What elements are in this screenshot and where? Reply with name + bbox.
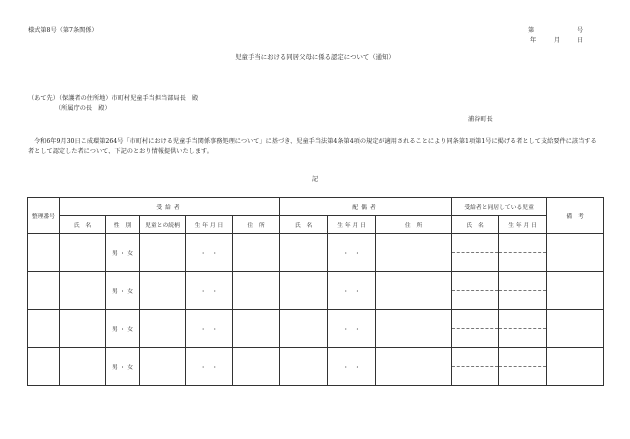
recipient-address-cell — [233, 272, 280, 310]
recipient-group-header: 受給者 — [60, 198, 280, 216]
child-name-cell — [452, 272, 499, 291]
bikou-cell — [547, 348, 604, 386]
child-birth-cell — [499, 329, 547, 348]
bikou-cell — [547, 234, 604, 272]
recipient-birth-header: 生 年 月 日 — [186, 216, 233, 234]
child-name-cell — [452, 310, 499, 329]
recipient-address-header: 住 所 — [233, 216, 280, 234]
recipient-sex-cell: 男 ・ 女 — [106, 234, 140, 272]
info-table — [27, 197, 604, 386]
recipient-relation-cell — [140, 348, 186, 386]
table-row — [28, 348, 604, 367]
child-name-cell — [452, 253, 499, 272]
recipient-address-cell — [233, 234, 280, 272]
spouse-address-cell — [376, 348, 452, 386]
recipient-name-header: 氏 名 — [60, 216, 106, 234]
date-day: 日 — [577, 37, 584, 44]
spouse-address-cell — [376, 234, 452, 272]
bikou-cell — [547, 272, 604, 310]
child-birth-cell — [499, 253, 547, 272]
table-row — [28, 310, 604, 329]
child-birth-cell — [499, 348, 547, 367]
table-row — [28, 234, 604, 253]
date-year: 年 — [530, 37, 537, 44]
child-birth-cell — [499, 367, 547, 386]
addressee-line-2: （所属庁の長 殿） — [55, 105, 111, 112]
recipient-relation-cell — [140, 234, 186, 272]
recipient-address-cell — [233, 310, 280, 348]
bikou-cell — [547, 310, 604, 348]
table-row — [28, 272, 604, 291]
child-name-cell — [452, 367, 499, 386]
seiri-bango-header: 整理番号 — [28, 198, 60, 234]
seiri-bango-cell — [28, 234, 60, 272]
table-header-row-2 — [28, 216, 604, 234]
seiri-bango-cell — [28, 348, 60, 386]
spouse-name-cell — [280, 310, 328, 348]
spouse-address-header: 住 所 — [376, 216, 452, 234]
doc-no-suffix: 号 — [577, 27, 584, 34]
child-birth-cell — [499, 272, 547, 291]
spouse-address-cell — [376, 272, 452, 310]
child-birth-cell — [499, 291, 547, 310]
spouse-group-header: 配偶者 — [280, 198, 452, 216]
recipient-relation-cell — [140, 272, 186, 310]
spouse-name-cell — [280, 272, 328, 310]
recipient-sex-cell: 男 ・ 女 — [106, 348, 140, 386]
recipient-relation-cell — [140, 310, 186, 348]
recipient-name-cell — [60, 310, 106, 348]
children-group-header: 受給者と同居している児童 — [452, 198, 547, 216]
spouse-birth-cell: ・ ・ — [328, 272, 376, 310]
doc-no-prefix: 第 — [528, 27, 535, 34]
sender: 浦谷町長 — [468, 116, 493, 123]
recipient-sex-header: 性 別 — [106, 216, 140, 234]
child-name-cell — [452, 291, 499, 310]
addressee-line-1: （あて先）（保護者の住所地）市町村児童手当担当部局長 殿 — [28, 95, 199, 102]
form-number: 様式第8号（第7条関係） — [28, 27, 98, 34]
child-birth-header: 生 年 月 日 — [499, 216, 547, 234]
recipient-birth-cell: ・ ・ — [186, 310, 233, 348]
table-header-row-1 — [28, 198, 604, 216]
spouse-name-header: 氏 名 — [280, 216, 328, 234]
child-birth-cell — [499, 234, 547, 253]
body-text: 令和6年9月30日こ成環第264号「市町村における児童手当関係事務処理について」に基づき、児童手当法第4条第4項の規定が適用されることにより同条第1項第1号に掲げる者として支給要件に該当する者として認定した者について、下記のとおり情報提供いたします。 — [28, 138, 597, 155]
child-name-header: 氏 名 — [452, 216, 499, 234]
recipient-name-cell — [60, 348, 106, 386]
ki-heading: 記 — [311, 176, 319, 183]
recipient-birth-cell: ・ ・ — [186, 234, 233, 272]
recipient-sex-cell: 男 ・ 女 — [106, 310, 140, 348]
recipient-name-cell — [60, 272, 106, 310]
date-month: 月 — [554, 37, 561, 44]
child-name-cell — [452, 329, 499, 348]
spouse-address-cell — [376, 310, 452, 348]
page-title: 児童手当における同居父母に係る認定について（通知） — [235, 53, 395, 61]
recipient-name-cell — [60, 234, 106, 272]
recipient-birth-cell: ・ ・ — [186, 348, 233, 386]
spouse-birth-header: 生 年 月 日 — [328, 216, 376, 234]
spouse-name-cell — [280, 348, 328, 386]
seiri-bango-cell — [28, 272, 60, 310]
spouse-name-cell — [280, 234, 328, 272]
recipient-relation-header: 児童との続柄 — [140, 216, 186, 234]
spouse-birth-cell: ・ ・ — [328, 310, 376, 348]
recipient-birth-cell: ・ ・ — [186, 272, 233, 310]
recipient-address-cell — [233, 348, 280, 386]
bikou-header: 備 考 — [547, 198, 604, 234]
child-birth-cell — [499, 310, 547, 329]
seiri-bango-cell — [28, 310, 60, 348]
spouse-birth-cell: ・ ・ — [328, 234, 376, 272]
spouse-birth-cell: ・ ・ — [328, 348, 376, 386]
child-name-cell — [452, 234, 499, 253]
child-name-cell — [452, 348, 499, 367]
recipient-sex-cell: 男 ・ 女 — [106, 272, 140, 310]
